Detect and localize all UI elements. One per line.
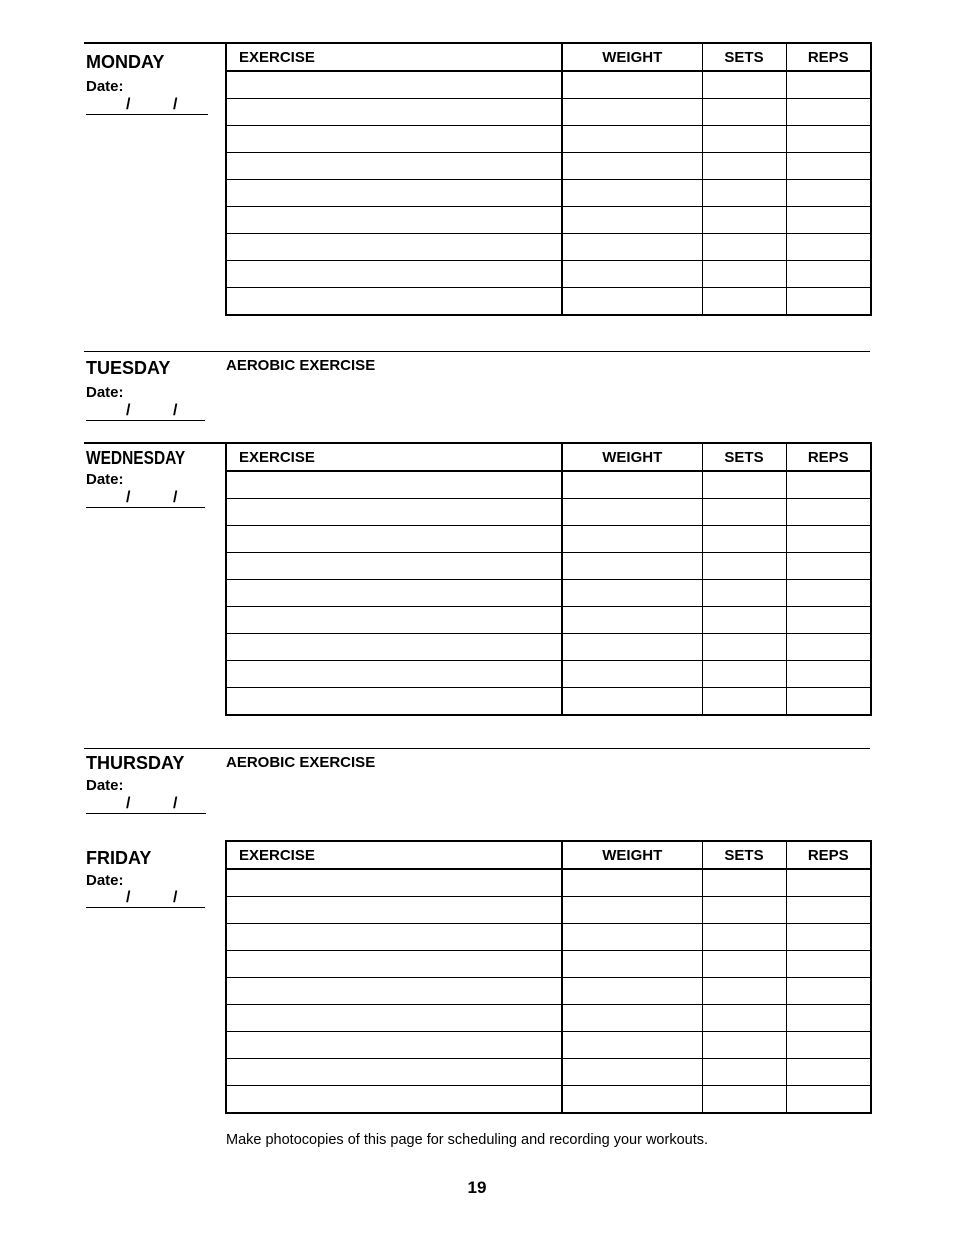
weight-cell[interactable] [562,261,702,288]
table-row [226,661,871,688]
table-row [226,607,871,634]
reps-cell[interactable] [786,71,871,99]
reps-cell[interactable] [786,261,871,288]
exercise-cell[interactable] [226,499,562,526]
header-exercise: EXERCISE [226,841,562,869]
table-row [226,869,871,897]
exercise-cell[interactable] [226,897,562,924]
weight-cell[interactable] [562,180,702,207]
table-row [226,951,871,978]
sets-cell[interactable] [702,951,786,978]
exercise-cell[interactable] [226,661,562,688]
day-title-friday: FRIDAY [86,848,152,868]
reps-cell[interactable] [786,661,871,688]
header-weight: WEIGHT [562,841,702,869]
exercise-log-table-monday [225,42,872,316]
header-exercise: EXERCISE [226,43,562,71]
sets-cell[interactable] [702,471,786,499]
exercise-cell[interactable] [226,234,562,261]
date-label-monday: Date: [86,78,124,95]
table-row [226,634,871,661]
reps-cell[interactable] [786,153,871,180]
reps-cell[interactable] [786,234,871,261]
exercise-cell[interactable] [226,924,562,951]
exercise-log-table-wednesday [225,442,872,716]
exercise-cell[interactable] [226,607,562,634]
sets-cell[interactable] [702,978,786,1005]
exercise-cell[interactable] [226,471,562,499]
header-reps: REPS [786,443,871,471]
exercise-cell[interactable] [226,261,562,288]
exercise-cell[interactable] [226,1032,562,1059]
weight-cell[interactable] [562,499,702,526]
exercise-cell[interactable] [226,126,562,153]
sets-cell[interactable] [702,126,786,153]
exercise-cell[interactable] [226,526,562,553]
table-row [226,126,871,153]
sets-cell[interactable] [702,153,786,180]
date-slash: / [173,489,178,506]
date-field-wednesday[interactable] [86,507,205,508]
reps-cell[interactable] [786,99,871,126]
date-slash: / [126,402,131,419]
section-top-rule-wednesday [84,442,246,444]
table-row [226,288,871,316]
exercise-cell[interactable] [226,153,562,180]
weight-cell[interactable] [562,207,702,234]
weight-cell[interactable] [562,234,702,261]
reps-cell[interactable] [786,1005,871,1032]
exercise-cell[interactable] [226,869,562,897]
date-slash: / [173,795,178,812]
date-slash: / [173,402,178,419]
date-slash: / [126,795,131,812]
table-row [226,71,871,99]
date-slash: / [126,889,131,906]
exercise-cell[interactable] [226,99,562,126]
weight-cell[interactable] [562,71,702,99]
weight-cell[interactable] [562,661,702,688]
reps-cell[interactable] [786,499,871,526]
sets-cell[interactable] [702,924,786,951]
day-title-thursday: THURSDAY [86,753,185,773]
table-row [226,1059,871,1086]
section-top-rule-tuesday [84,351,870,352]
sets-cell[interactable] [702,71,786,99]
sets-cell[interactable] [702,1005,786,1032]
exercise-cell[interactable] [226,1005,562,1032]
section-top-rule-thursday [84,748,870,749]
sets-cell[interactable] [702,688,786,716]
sets-cell[interactable] [702,1059,786,1086]
weight-cell[interactable] [562,126,702,153]
reps-cell[interactable] [786,580,871,607]
table-row [226,261,871,288]
sets-cell[interactable] [702,99,786,126]
table-row [226,180,871,207]
reps-cell[interactable] [786,978,871,1005]
date-field-friday[interactable] [86,907,205,908]
weight-cell[interactable] [562,634,702,661]
exercise-cell[interactable] [226,688,562,716]
date-field-monday[interactable] [86,114,208,115]
weight-cell[interactable] [562,924,702,951]
reps-cell[interactable] [786,553,871,580]
weight-cell[interactable] [562,1032,702,1059]
weight-cell[interactable] [562,869,702,897]
weight-cell[interactable] [562,1059,702,1086]
exercise-cell[interactable] [226,1059,562,1086]
weight-cell[interactable] [562,99,702,126]
reps-cell[interactable] [786,1086,871,1114]
reps-cell[interactable] [786,180,871,207]
reps-cell[interactable] [786,126,871,153]
sets-cell[interactable] [702,634,786,661]
weight-cell[interactable] [562,1086,702,1114]
table-row [226,499,871,526]
date-label-wednesday: Date: [86,471,124,488]
table-row [226,153,871,180]
section-top-rule-monday [84,42,225,44]
exercise-cell[interactable] [226,580,562,607]
header-reps: REPS [786,43,871,71]
weight-cell[interactable] [562,526,702,553]
log-rows [226,869,871,1113]
exercise-cell[interactable] [226,207,562,234]
sets-cell[interactable] [702,1086,786,1114]
day-title-monday: MONDAY [86,52,165,72]
weight-cell[interactable] [562,1005,702,1032]
sets-cell[interactable] [702,261,786,288]
date-slash: / [173,96,178,113]
reps-cell[interactable] [786,471,871,499]
reps-cell[interactable] [786,1032,871,1059]
table-row [226,234,871,261]
table-row [226,471,871,499]
reps-cell[interactable] [786,924,871,951]
header-exercise: EXERCISE [226,443,562,471]
sets-cell[interactable] [702,288,786,316]
sets-cell[interactable] [702,869,786,897]
reps-cell[interactable] [786,607,871,634]
date-slash: / [126,96,131,113]
reps-cell[interactable] [786,288,871,316]
weight-cell[interactable] [562,951,702,978]
day-title-tuesday: TUESDAY [86,358,171,378]
sets-cell[interactable] [702,180,786,207]
table-row [226,207,871,234]
exercise-cell[interactable] [226,634,562,661]
date-field-tuesday[interactable] [86,420,205,421]
weight-cell[interactable] [562,897,702,924]
weight-cell[interactable] [562,553,702,580]
reps-cell[interactable] [786,869,871,897]
table-row [226,1086,871,1114]
exercise-cell[interactable] [226,951,562,978]
header-weight: WEIGHT [562,443,702,471]
date-label-friday: Date: [86,872,124,889]
aerobic-exercise-label-thursday: AEROBIC EXERCISE [226,754,376,771]
exercise-cell[interactable] [226,71,562,99]
weight-cell[interactable] [562,688,702,716]
sets-cell[interactable] [702,526,786,553]
header-weight: WEIGHT [562,43,702,71]
table-row [226,526,871,553]
table-row [226,924,871,951]
weight-cell[interactable] [562,607,702,634]
reps-cell[interactable] [786,634,871,661]
header-reps: REPS [786,841,871,869]
aerobic-exercise-label-tuesday: AEROBIC EXERCISE [226,357,376,374]
weight-cell[interactable] [562,580,702,607]
exercise-cell[interactable] [226,1086,562,1114]
reps-cell[interactable] [786,207,871,234]
sets-cell[interactable] [702,207,786,234]
sets-cell[interactable] [702,234,786,261]
table-row [226,1032,871,1059]
date-field-thursday[interactable] [86,813,206,814]
header-sets: SETS [702,841,786,869]
sets-cell[interactable] [702,897,786,924]
exercise-log-table-friday [225,840,872,1114]
exercise-cell[interactable] [226,978,562,1005]
photocopy-note: Make photocopies of this page for scheduling and recording your workouts. [226,1132,709,1148]
log-rows [226,471,871,715]
table-row [226,99,871,126]
sets-cell[interactable] [702,499,786,526]
sets-cell[interactable] [702,661,786,688]
table-row [226,1005,871,1032]
table-row [226,897,871,924]
weight-cell[interactable] [562,288,702,316]
table-row [226,688,871,716]
page-number: 19 [467,1178,487,1197]
sets-cell[interactable] [702,1032,786,1059]
date-slash: / [126,489,131,506]
header-sets: SETS [702,43,786,71]
date-label-thursday: Date: [86,777,124,794]
sets-cell[interactable] [702,553,786,580]
sets-cell[interactable] [702,580,786,607]
exercise-cell[interactable] [226,553,562,580]
table-row [226,580,871,607]
reps-cell[interactable] [786,1059,871,1086]
weight-cell[interactable] [562,978,702,1005]
log-rows [226,71,871,315]
table-row [226,978,871,1005]
reps-cell[interactable] [786,897,871,924]
reps-cell[interactable] [786,526,871,553]
day-title-wednesday: WEDNESDAY [86,448,186,468]
table-row [226,553,871,580]
reps-cell[interactable] [786,688,871,716]
exercise-cell[interactable] [226,288,562,316]
header-sets: SETS [702,443,786,471]
date-label-tuesday: Date: [86,384,124,401]
weight-cell[interactable] [562,153,702,180]
weight-cell[interactable] [562,471,702,499]
reps-cell[interactable] [786,951,871,978]
sets-cell[interactable] [702,607,786,634]
date-slash: / [173,889,178,906]
exercise-cell[interactable] [226,180,562,207]
